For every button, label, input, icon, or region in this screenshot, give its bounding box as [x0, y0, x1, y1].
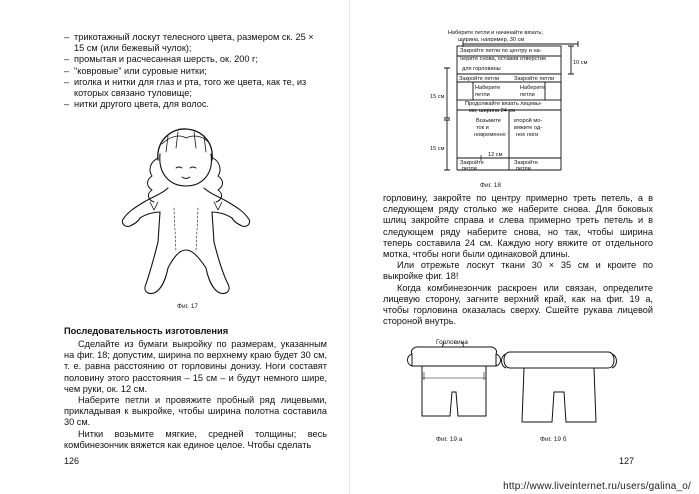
pattern-note: вяжите од- — [514, 125, 543, 131]
fig19b-caption: Фиг. 19 б — [540, 436, 567, 443]
paragraph: Или отрежьте лоскут ткани 30 × 35 см и кроите по выкройке фиг. 18! — [383, 260, 653, 282]
left-page — [0, 0, 349, 494]
pattern-note: петли — [462, 166, 477, 172]
pattern-note: Закройте петли — [459, 76, 500, 82]
materials-list — [64, 32, 326, 110]
pattern-note: новременно — [474, 132, 506, 138]
section-heading: Последовательность изготовления — [64, 326, 229, 336]
doll-illustration — [110, 122, 260, 300]
dimension-label: 15 см — [430, 94, 445, 100]
pattern-note: второй мо- — [514, 118, 543, 124]
fig18-caption: Фиг. 18 — [480, 182, 501, 189]
list-item: – трикотажный лоскут телесного цвета, размером ск. 25 × 15 см (или бежевый чулок); — [64, 32, 326, 54]
paragraph: горловину, закройте по центру примерно треть петель, а в следующем ряду столько же наберите снова. Для боковых шлиц закройте справа и слева примерно треть петель и в следующем ряду наберите снова, но так, чтобы ширина теперь составила 24 см. Каждую ногу вяжите от отдельного мотка, чтобы ноги были одинаковой длины. — [383, 193, 653, 260]
paragraph: Когда комбинезончик раскроен или связан, определите лицевую сторону, загните верхний край, как на фиг. 19 а, чтобы горловина оказалась сверху. Сшейте рукава лицевой стороной внутрь. — [383, 282, 653, 327]
neck-label: Горловина — [436, 339, 468, 346]
pattern-note: Возьмите — [476, 118, 501, 124]
pattern-note: Наберите — [475, 85, 501, 91]
pattern-note: Продолжайте вязать лицевы- — [465, 101, 542, 107]
pattern-note: Наберите петли и начинайте вязать; — [448, 30, 543, 36]
dimension-label: 10 см — [573, 60, 588, 66]
pattern-note: берите снова, оставив отверстие — [460, 56, 547, 62]
list-item: – промытая и расчесанная шерсть, ок. 200 г; — [64, 54, 326, 65]
pattern-note: ми, ширина 24 см — [469, 108, 516, 114]
page-number: 127 — [619, 456, 635, 466]
pattern-note: Закройте — [514, 160, 538, 166]
pattern-note: Закройте петли по центру и на- — [460, 48, 542, 54]
list-item: – нитки другого цвета, для волос. — [64, 99, 326, 110]
pattern-note: Закройте — [460, 160, 484, 166]
pattern-note: петли — [475, 92, 490, 98]
paragraph: Нитки возьмите мягкие, средней толщины; весь комбинезончик вяжется как единое целое. Чтобы сделать — [64, 428, 327, 450]
paragraph: Сделайте из бумаги выкройку по размерам, указанным на фиг. 18; допустим, ширина по верхнему краю будет 30 см, т. е. равна расстоянию от горловины донизу. Ноги составят половину этого расстояния – 15 см – и будут немного шире, чем руки, ок. 12 см. — [64, 339, 327, 394]
source-watermark: http://www.liveinternet.ru/users/galina_o/ — [503, 481, 691, 492]
page-number: 126 — [64, 456, 80, 466]
pattern-note: для горловины — [462, 66, 501, 72]
pattern-note: ное ноги — [516, 132, 539, 138]
pattern-diagram — [430, 28, 600, 178]
pattern-note: ток и — [476, 125, 489, 131]
instructions-text — [64, 339, 327, 451]
jumpsuit-figures — [402, 336, 662, 436]
instructions-text — [383, 193, 653, 327]
list-item: – иголка и нитки для глаз и рта, того же цвета, как те, из которых связано туловище; — [64, 77, 326, 99]
pattern-note: петли — [520, 92, 535, 98]
pattern-note: ширина, например, 30 см — [458, 37, 525, 43]
pattern-note: Наберите — [520, 85, 546, 91]
list-item: – "ковровые" или суровые нитки; — [64, 66, 326, 77]
fig19a-caption: Фиг. 19 а — [436, 436, 463, 443]
pattern-note: петли — [516, 166, 531, 172]
dimension-label: 15 см — [430, 146, 445, 152]
right-page — [350, 0, 699, 494]
paragraph: Наберите петли и провяжите пробный ряд лицевыми, прикладывая к выкройке, чтобы ширина полотна составила 30 см. — [64, 395, 327, 428]
fig17-caption: Фиг. 17 — [177, 303, 198, 310]
dimension-label: 12 см — [488, 152, 503, 158]
pattern-note: Закройте петли — [514, 76, 555, 82]
